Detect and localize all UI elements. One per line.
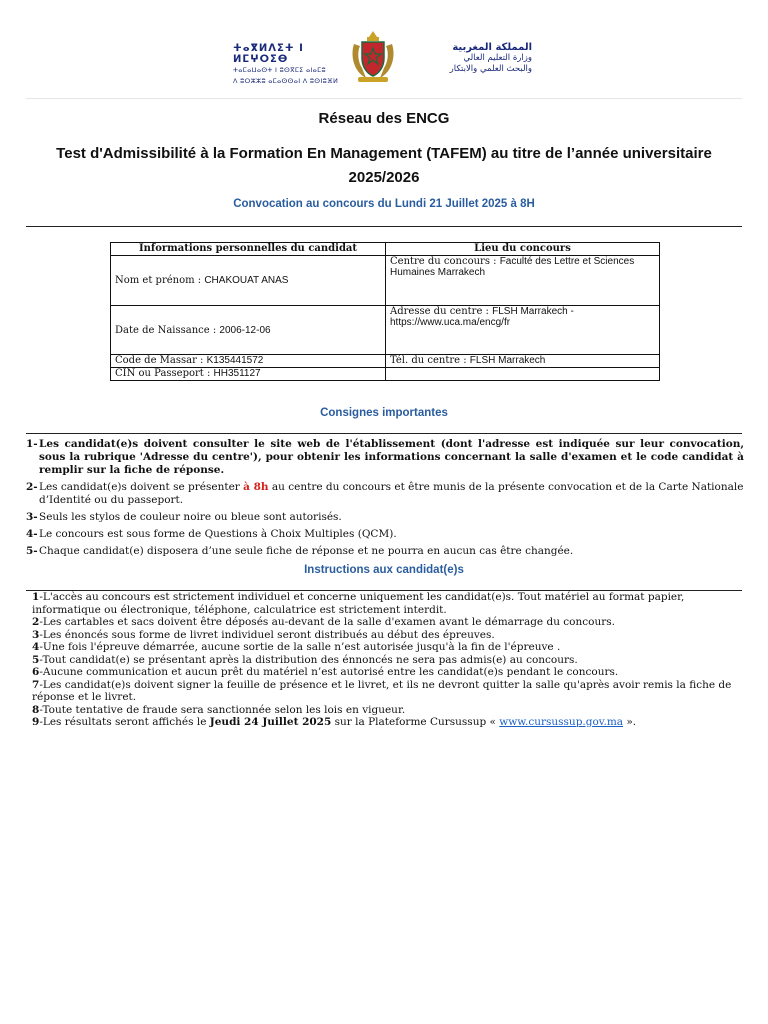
list-item [32, 704, 742, 717]
massar-code-cell [111, 355, 386, 368]
item-number: 5- [26, 545, 38, 557]
document-header [0, 20, 768, 90]
candidate-name-value: CHAKOUAT ANAS [204, 275, 289, 286]
table-header-exam-location: Lieu du concours [386, 243, 660, 256]
birth-date-value: 2006-12-06 [219, 324, 271, 336]
convocation-subtitle: Convocation au concours du Lundi 21 Juillet 2025 à 8H [233, 198, 535, 210]
list-item [32, 716, 742, 729]
list-item [26, 545, 744, 558]
time-highlight: à 8h [243, 481, 269, 493]
item-text-part: au centre du concours et être munis de la présente convocation et de la Carte Nationale d’Identité ou du passeport. [39, 481, 744, 506]
item-text: -Une fois l'épreuve démarrée, aucune sortie de la salle n’est autorisée jusqu'à la fin de l'épreuve . [39, 641, 561, 653]
item-text: -L'accès au concours est strictement individuel et concerne uniquement les candidat(e)s. Tout matériel au format papier, informatique ou électronique, téléphone, calculatrice est strictement interdit. [32, 591, 685, 616]
center-address-cell [386, 306, 660, 355]
item-number: 1 [32, 591, 40, 603]
cursussup-link[interactable]: www.cursussup.gov.ma [499, 716, 624, 728]
massar-label: Code de Massar : [115, 355, 207, 366]
tifinagh-ministry-name [233, 43, 343, 87]
tifinagh-line-2: ⵜⴰⵎⴰⵡⴰⵙⵜ ⵏ ⵓⵙⴳⵎⵉ ⴰⵏⴰⵎⵓ [233, 66, 326, 74]
item-number: 4 [32, 641, 40, 653]
arabic-ministry-name [412, 42, 532, 75]
consignes-divider [26, 433, 742, 434]
exam-center-cell [386, 256, 660, 306]
item-text: Seuls les stylos de couleur noire ou bleue sont autorisés. [39, 511, 342, 523]
birth-date-cell [111, 306, 386, 355]
candidate-name-cell [111, 256, 386, 306]
item-text [39, 481, 744, 507]
arabic-line-1: المملكة المغربية [452, 42, 532, 53]
table-row [111, 256, 660, 306]
item-number: 8 [32, 703, 40, 716]
test-title: Test d'Admissibilité à la Formation En Management (TAFEM) au titre de l’année universitaire 2025/2026 [56, 145, 712, 186]
list-item [32, 654, 742, 667]
name-label: Nom et prénom : [115, 275, 205, 286]
tifinagh-line-1: ⵜⴰⴳⵍⴷⵉⵜ ⵏ ⵍⵎⵖⵔⵉⴱ [233, 43, 304, 65]
instructions-title: Instructions aux candidat(e)s [304, 564, 464, 576]
list-item [32, 641, 742, 654]
arabic-line-3: والبحث العلمي والابتكار [449, 64, 532, 74]
consignes-list [26, 438, 744, 562]
list-item [26, 528, 744, 541]
list-item [26, 438, 744, 477]
cin-label: CIN ou Passeport : [115, 368, 214, 379]
item-number: 6 [32, 666, 40, 678]
item-text: -Les cartables et sacs doivent être déposés au-devant de la salle d'examen avant le démarrage du concours. [39, 616, 615, 628]
item-number: 7 [32, 678, 40, 691]
list-item [32, 629, 742, 642]
birth-date-label: Date de Naissance : [115, 324, 220, 336]
item-number: 9 [32, 716, 40, 728]
arabic-line-2: وزارة التعليم العالي [463, 53, 532, 63]
cin-value: HH351127 [213, 368, 261, 379]
item-number: 4- [26, 528, 38, 540]
item-number: 2- [26, 481, 38, 493]
item-number: 3 [32, 628, 40, 641]
results-date: Jeudi 24 Juillet 2025 [209, 716, 332, 728]
header-divider [26, 98, 742, 99]
massar-code-value: K135441572 [206, 355, 264, 366]
title-divider [26, 226, 742, 227]
table-row [111, 355, 660, 368]
list-item [26, 481, 744, 507]
instructions-list [32, 591, 742, 729]
item-number: 5 [32, 653, 40, 666]
item-text: Le concours est sous forme de Questions à Choix Multiples (QCM). [39, 528, 397, 540]
list-item [32, 591, 742, 616]
item-text-part: sur la Plateforme Cursussup « [331, 716, 500, 728]
consignes-title: Consignes importantes [320, 407, 448, 419]
item-text: -Les candidat(e)s doivent signer la feuille de présence et le livret, et ils ne devront quitter la salle qu'après avoir remis la fiche de réponse et le livret. [32, 678, 732, 703]
center-label: Centre du concours : [390, 256, 500, 267]
network-title: Réseau des ENCG [318, 110, 450, 127]
table-row [111, 368, 660, 381]
item-text: -Tout candidat(e) se présentant après la distribution des énnoncés ne sera pas admis(e) au concours. [39, 653, 578, 666]
phone-label: Tél. du centre : [390, 355, 470, 366]
center-phone-value: FLSH Marrakech [469, 355, 546, 366]
tifinagh-line-3: ⴷ ⵓⵔⵣⵣⵓ ⴰⵎⴰⵙⵙⴰⵏ ⴷ ⵓⵙⵏⵓⴼⵍ [233, 77, 339, 85]
list-item [32, 616, 742, 629]
candidate-info-table [110, 242, 660, 381]
cin-cell [111, 368, 386, 381]
table-row [111, 306, 660, 355]
item-text-part: ». [623, 716, 637, 728]
item-number: 2 [32, 616, 40, 628]
empty-cell [386, 368, 660, 381]
exam-center-value: Faculté des Lettre et Sciences Humaines Marrakech [390, 256, 635, 278]
item-number: 3- [26, 511, 38, 523]
address-label: Adresse du centre : [390, 306, 493, 317]
list-item [26, 511, 744, 524]
center-phone-cell [386, 355, 660, 368]
item-text-part: Les candidat(e)s doivent se présenter [39, 481, 244, 493]
item-number: 1- [26, 438, 38, 450]
list-item [32, 679, 742, 704]
center-address-value: FLSH Marrakech - https://www.uca.ma/encg/fr [390, 306, 574, 328]
item-text: Chaque candidat(e) disposera d’une seule fiche de réponse et ne pourra en aucun cas être changée. [39, 545, 574, 557]
table-header-personal-info: Informations personnelles du candidat [111, 243, 386, 256]
item-text: Les candidat(e)s doivent consulter le site web de l'établissement (dont l'adresse est indiquée sur leur convocation, sous la rubrique 'Adresse du centre'), pour obtenir les informations concernant la salle d'examen et le code candidat à remplir sur la fiche de réponse. [39, 438, 744, 476]
moroccan-coat-of-arms-icon [348, 28, 398, 84]
list-item [32, 666, 742, 679]
item-text-part: -Les résultats seront affichés le [39, 716, 210, 728]
item-text: -Les énoncés sous forme de livret individuel seront distribués au début des épreuves. [39, 628, 495, 641]
item-text: -Aucune communication et aucun prêt du matériel n’est autorisé entre les candidat(e)s pendant le concours. [39, 666, 619, 678]
item-text: -Toute tentative de fraude sera sanctionnée selon les lois en vigueur. [39, 703, 406, 716]
